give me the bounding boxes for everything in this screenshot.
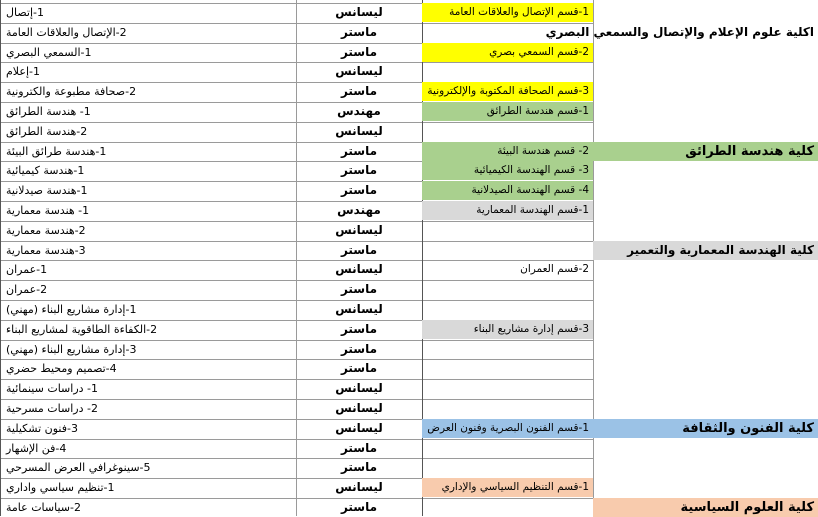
department-cell[interactable] [422, 300, 593, 319]
department-cell[interactable] [422, 399, 593, 418]
department-cell[interactable] [422, 498, 593, 517]
degree-cell[interactable]: ليسانس [335, 381, 383, 396]
degree-cell[interactable]: ماستر [340, 143, 378, 158]
specialty-cell[interactable]: 2-صحافة مطبوعة والكترونية [6, 85, 137, 99]
degree-cell[interactable]: ماستر [340, 440, 378, 455]
specialty-cell[interactable]: 2- دراسات مسرحية [6, 402, 98, 415]
degree-cell[interactable]: ليسانس [335, 222, 383, 237]
specialty-cell[interactable]: 3-إدارة مشاريع البناء (مهني) [6, 342, 137, 356]
faculty-cell[interactable]: كلية الهندسة المعمارية والتعمير [593, 241, 818, 260]
degree-cell[interactable]: ماستر [340, 500, 378, 514]
specialty-cell[interactable]: 3-هندسة معمارية [6, 243, 86, 257]
degree-cell[interactable]: ليسانس [335, 64, 383, 79]
department-cell[interactable] [422, 221, 593, 240]
specialty-cell[interactable]: 1-إعلام [6, 65, 40, 79]
specialty-cell[interactable]: 1-هندسة طرائق البيئة [6, 144, 107, 158]
department-cell[interactable]: 1-قسم هندسة الطرائق [422, 102, 593, 121]
department-cell[interactable] [422, 379, 593, 398]
specialty-cell[interactable]: 2-هندسة الطرائق [6, 124, 88, 138]
degree-cell[interactable]: ماستر [340, 84, 378, 99]
faculty-cell[interactable]: كلية هندسة الطرائق [593, 142, 818, 161]
degree-cell[interactable]: ماستر [340, 242, 378, 257]
department-cell[interactable]: 2-قسم العمران [520, 263, 589, 276]
degree-cell[interactable]: مهندس [337, 104, 381, 118]
department-cell[interactable] [422, 241, 593, 260]
department-cell[interactable]: 1-قسم التنظيم السياسي والإداري [422, 478, 593, 497]
degree-cell[interactable]: ليسانس [335, 5, 383, 19]
department-cell[interactable]: 1-قسم الهندسة المعمارية [422, 201, 593, 220]
specialty-cell[interactable]: 1-هندسة صيدلانية [6, 184, 88, 198]
department-cell[interactable]: 1-قسم الفنون البصرية وفنون العرض [422, 419, 593, 438]
faculty-cell[interactable]: كلية الفنون والثقافة [593, 419, 818, 438]
department-cell[interactable]: 1-قسم الإتصال والعلاقات العامة [422, 3, 593, 22]
faculty-cell[interactable]: اكلية علوم الإعلام والإتصال والسمعي البصري [545, 24, 814, 39]
degree-cell[interactable]: ماستر [340, 361, 378, 376]
degree-cell[interactable]: مهندس [337, 203, 381, 217]
specialty-cell[interactable]: 2-الكفاءة الطاقوية لمشاريع البناء [6, 322, 158, 336]
specialty-cell[interactable]: 1-هندسة كيميائية [6, 164, 85, 178]
specialty-cell[interactable]: 2-سياسات عامة [6, 501, 81, 514]
degree-cell[interactable]: ليسانس [335, 123, 383, 138]
specialty-cell[interactable]: 5-سينوغرافي العرض المسرحي [6, 461, 151, 475]
department-cell[interactable] [422, 340, 593, 359]
faculty-cell[interactable]: كلية العلوم السياسية [593, 498, 818, 517]
department-cell[interactable] [422, 62, 593, 81]
specialty-cell[interactable]: 1- دراسات سينمائية [6, 382, 98, 396]
specialty-cell[interactable]: 2-الإتصال والعلاقات العامة [6, 25, 127, 39]
department-cell[interactable] [422, 439, 593, 458]
specialty-cell[interactable]: 1-تنظيم سياسي واداري [6, 481, 115, 495]
specialty-cell[interactable]: 4-تصميم ومحيط حضري [6, 362, 117, 376]
department-cell[interactable]: 4- قسم الهندسة الصيدلانية [422, 181, 593, 200]
department-cell[interactable]: 2-قسم السمعي بصري [422, 43, 593, 62]
specialty-cell[interactable]: 1- هندسة معمارية [6, 204, 90, 217]
specialty-cell[interactable]: 3-فنون تشكيلية [6, 421, 78, 435]
degree-cell[interactable]: ليسانس [335, 480, 383, 495]
specialty-cell[interactable]: 2-عمران [6, 283, 48, 297]
degree-cell[interactable]: ماستر [340, 282, 378, 297]
degree-cell[interactable]: ماستر [340, 341, 378, 356]
degree-cell[interactable]: ماستر [340, 321, 378, 336]
specialty-cell[interactable]: 1-السمعي البصري [6, 45, 92, 59]
department-cell[interactable] [422, 122, 593, 141]
degree-cell[interactable]: ماستر [340, 24, 378, 39]
specialty-cell[interactable]: 1- هندسة الطرائق [6, 105, 91, 118]
degree-cell[interactable]: ليسانس [335, 262, 383, 277]
degree-cell[interactable]: ماستر [340, 183, 378, 198]
department-cell[interactable] [422, 359, 593, 378]
degree-cell[interactable]: ماستر [340, 44, 378, 59]
department-cell[interactable] [422, 458, 593, 477]
specialty-cell[interactable]: 4-فن الإشهار [6, 441, 67, 455]
degree-cell[interactable]: ليسانس [335, 420, 383, 435]
specialty-cell[interactable]: 1-إتصال [6, 6, 44, 19]
department-cell[interactable] [422, 280, 593, 299]
degree-cell[interactable]: ليسانس [335, 302, 383, 316]
degree-cell[interactable]: ماستر [340, 460, 378, 475]
specialty-cell[interactable]: 2-هندسة معمارية [6, 223, 86, 237]
department-cell[interactable]: 3-قسم الصحافة المكتوبة والإلكترونية [422, 82, 593, 101]
department-cell[interactable]: 3-قسم إدارة مشاريع البناء [422, 320, 593, 339]
specialty-cell[interactable]: 1-عمران [6, 263, 48, 277]
department-cell[interactable]: 3- قسم الهندسة الكيميائية [422, 161, 593, 180]
department-cell[interactable]: 2- قسم هندسة البيئة [422, 142, 593, 161]
degree-cell[interactable]: ليسانس [335, 401, 383, 415]
specialty-cell[interactable]: 1-إدارة مشاريع البناء (مهني) [6, 303, 137, 316]
degree-cell[interactable]: ماستر [340, 163, 378, 178]
